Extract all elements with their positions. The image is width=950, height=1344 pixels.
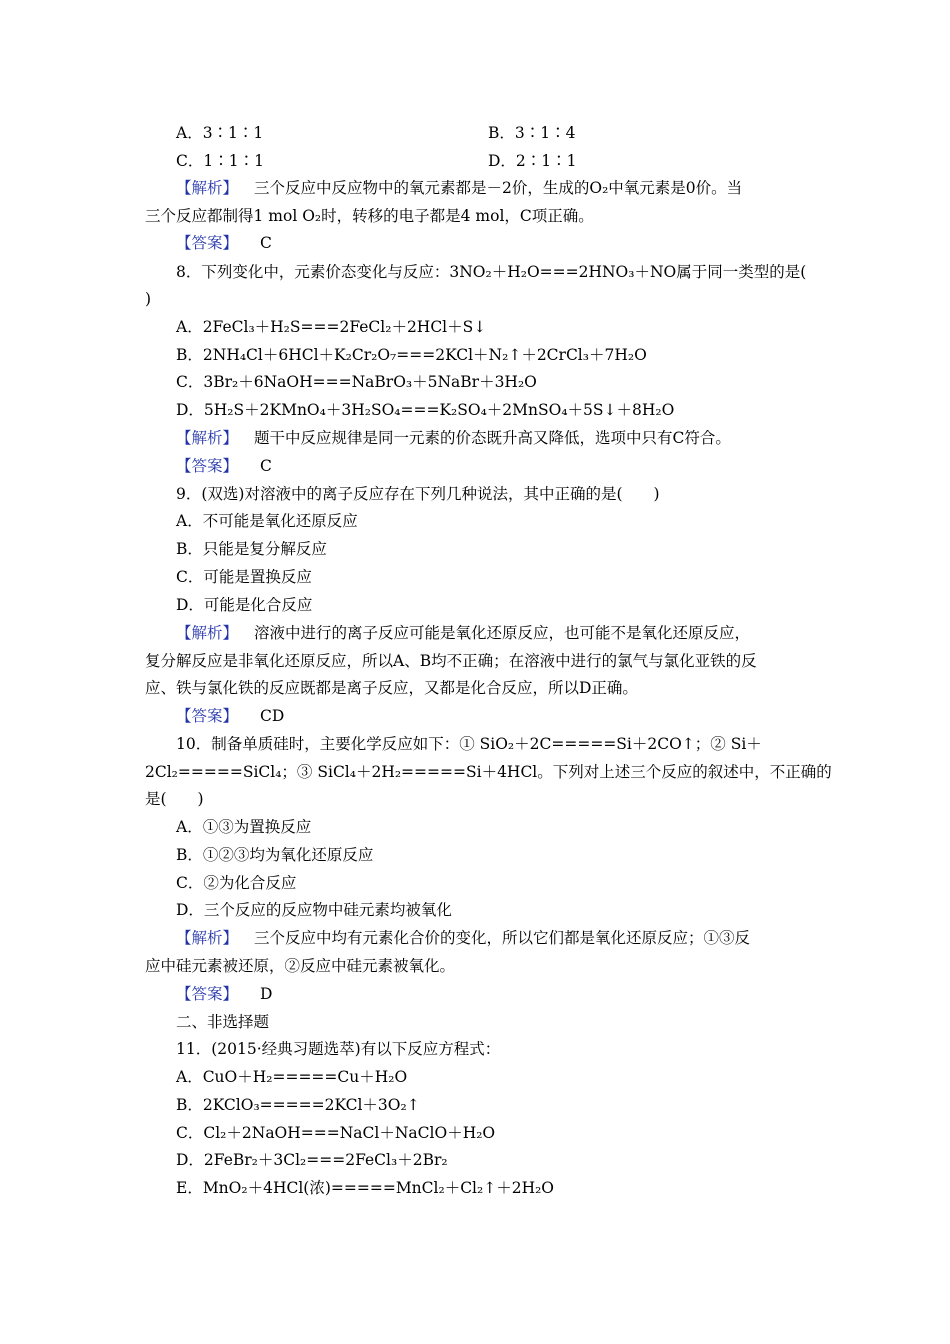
q9-answer: CD (260, 707, 285, 725)
q9-option-d: D．可能是化合反应 (176, 596, 313, 614)
section-heading-nonchoice: 二、非选择题 (176, 1013, 270, 1031)
q7-option-d: D．2∶1∶1 (488, 152, 577, 170)
q10-analysis-line-2: 应中硅元素被还原，②反应中硅元素被氧化。 (145, 957, 456, 975)
q10-stem-line-2: 2Cl₂=====SiCl₄；③ SiCl₄＋2H₂=====Si＋4HCl。下列对上述三个反应的叙述中，不正确的 (145, 763, 832, 781)
q7-answer-line (176, 233, 841, 253)
answer-label: 【答案】 (176, 985, 239, 1003)
q9-option-a: A．不可能是氧化还原反应 (176, 512, 358, 530)
q9-analysis-line-2: 复分解反应是非氧化还原反应，所以A、B均不正确；在溶液中进行的氯气与氯化亚铁的反 (145, 652, 757, 670)
q11-equation-b: B．2KClO₃=====2KCl＋3O₂↑ (176, 1096, 420, 1114)
q9-answer-line (176, 706, 841, 726)
q10-analysis-text-1: 三个反应中均有元素化合价的变化，所以它们都是氧化还原反应；①③反 (254, 929, 751, 947)
q7-answer: C (260, 234, 272, 252)
answer-label: 【答案】 (176, 234, 239, 252)
q8-answer-line (176, 456, 841, 476)
q10-answer-line (176, 984, 841, 1004)
q9-analysis-text-1: 溶液中进行的离子反应可能是氧化还原反应，也可能不是氧化还原反应， (254, 624, 751, 642)
q8-option-b: B．2NH₄Cl＋6HCl＋K₂Cr₂O₇===2KCl＋N₂↑＋2CrCl₃＋7H₂O (176, 346, 647, 364)
analysis-label: 【解析】 (176, 179, 239, 197)
q7-option-a: A．3∶1∶1 (176, 124, 264, 142)
q8-stem-line-1: 8．下列变化中，元素价态变化与反应：3NO₂＋H₂O===2HNO₃＋NO属于同一类型的是( (176, 263, 807, 281)
q11-equation-e: E．MnO₂＋4HCl(浓)=====MnCl₂＋Cl₂↑＋2H₂O (176, 1179, 555, 1197)
q10-option-b: B．①②③均为氧化还原反应 (176, 846, 374, 864)
q8-answer: C (260, 457, 272, 475)
q10-stem-line-3: 是( ) (145, 790, 204, 808)
q11-stem: 11．(2015·经典习题选萃)有以下反应方程式： (176, 1040, 501, 1058)
q8-option-c: C．3Br₂＋6NaOH===NaBrO₃＋5NaBr＋3H₂O (176, 373, 537, 391)
q9-stem: 9．(双选)对溶液中的离子反应存在下列几种说法，其中正确的是( ) (176, 485, 660, 503)
q8-analysis-line (176, 428, 841, 448)
analysis-label: 【解析】 (176, 429, 239, 447)
answer-label: 【答案】 (176, 707, 239, 725)
q10-analysis-line-1 (176, 928, 810, 948)
q11-equation-c: C．Cl₂＋2NaOH===NaCl＋NaClO＋H₂O (176, 1124, 496, 1142)
analysis-label: 【解析】 (176, 624, 239, 642)
q10-option-a: A．①③为置换反应 (176, 818, 312, 836)
q8-option-d: D．5H₂S＋2KMnO₄＋3H₂SO₄===K₂SO₄＋2MnSO₄＋5S↓＋8H₂O (176, 401, 675, 419)
q8-analysis-text: 题干中反应规律是同一元素的价态既升高又降低，选项中只有C符合。 (254, 429, 731, 447)
answer-label: 【答案】 (176, 457, 239, 475)
q7-analysis-line-2: 三个反应都制得1 mol O₂时，转移的电子都是4 mol，C项正确。 (145, 207, 594, 225)
q10-option-d: D．三个反应的反应物中硅元素均被氧化 (176, 901, 452, 919)
q9-analysis-line-1 (176, 623, 810, 643)
analysis-label: 【解析】 (176, 929, 239, 947)
q9-option-c: C．可能是置换反应 (176, 568, 312, 586)
q8-option-a: A．2FeCl₃＋H₂S===2FeCl₂＋2HCl＋S↓ (176, 318, 487, 336)
q7-analysis-line-1 (176, 178, 810, 198)
q10-option-c: C．②为化合反应 (176, 874, 297, 892)
q7-option-b: B．3∶1∶4 (488, 124, 576, 142)
q7-analysis-text-1: 三个反应中反应物中的氧元素都是－2价，生成的O₂中氧元素是0价。当 (254, 179, 743, 197)
q10-stem-line-1: 10．制备单质硅时，主要化学反应如下：① SiO₂＋2C=====Si＋2CO↑；② Si＋ (176, 735, 762, 753)
q9-option-b: B．只能是复分解反应 (176, 540, 327, 558)
q8-stem-line-2: ) (145, 290, 152, 308)
q11-equation-d: D．2FeBr₂＋3Cl₂===2FeCl₃＋2Br₂ (176, 1151, 448, 1169)
q11-equation-a: A．CuO＋H₂=====Cu＋H₂O (176, 1068, 408, 1086)
q10-answer: D (260, 985, 273, 1003)
q9-analysis-line-3: 应、铁与氯化铁的反应既都是离子反应，又都是化合反应，所以D正确。 (145, 679, 638, 697)
q7-option-c: C．1∶1∶1 (176, 152, 264, 170)
